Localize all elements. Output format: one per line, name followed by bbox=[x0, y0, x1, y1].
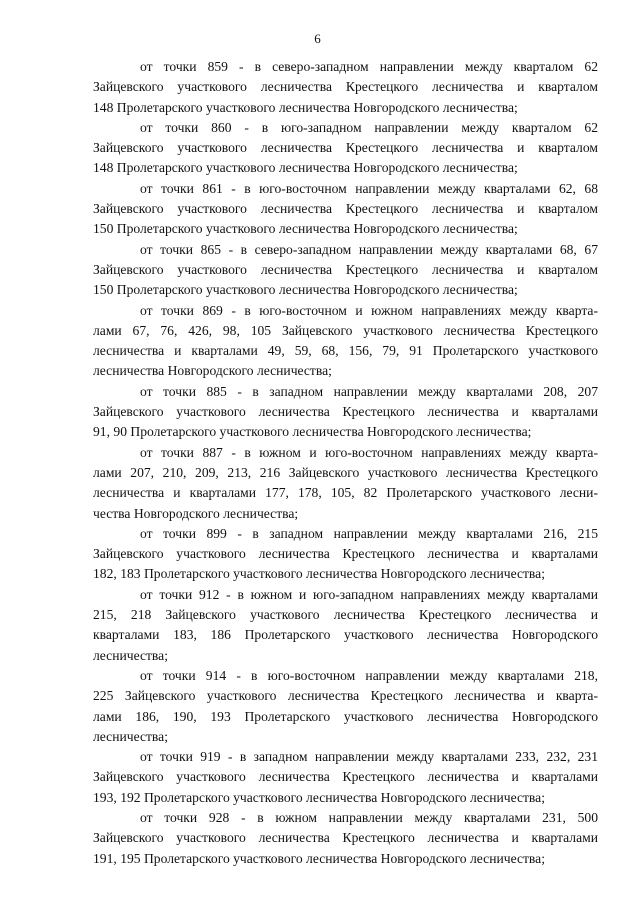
paragraph-line: от точки 919 - в западном направлении между кварталами 233, 232, 231 bbox=[140, 749, 598, 765]
boundary-paragraph bbox=[93, 179, 598, 240]
paragraph-line: лесничества и кварталами 49, 59, 68, 156, 79, 91 Пролетарского участкового bbox=[93, 343, 598, 359]
paragraph-line: чества Новгородского лесничества; bbox=[93, 505, 299, 521]
paragraph-line: Зайцевского участкового лесничества Крестецкого лесничества и кварталами bbox=[93, 830, 598, 846]
paragraph-line: лесничества; bbox=[93, 647, 168, 663]
paragraph-line: Зайцевского участкового лесничества Крестецкого лесничества и кварталами bbox=[93, 546, 598, 562]
paragraph-line: Зайцевского участкового лесничества Крестецкого лесничества и кварталом bbox=[93, 261, 598, 277]
paragraph-line: 91, 90 Пролетарского участкового лесничества Новгородского лесничества; bbox=[93, 424, 532, 440]
boundary-paragraph bbox=[93, 747, 598, 808]
paragraph-line: от точки 869 - в юго-восточном и южном направлениях между кварта- bbox=[140, 302, 598, 318]
paragraph-line: от точки 899 - в западном направлении между кварталами 216, 215 bbox=[140, 525, 598, 541]
paragraph-line: лами 186, 190, 193 Пролетарского участкового лесничества Новгородского bbox=[93, 708, 598, 724]
paragraph-line: 148 Пролетарского участкового лесничества Новгородского лесничества; bbox=[93, 160, 518, 176]
boundary-paragraph bbox=[93, 585, 598, 666]
paragraph-line: лами 67, 76, 426, 98, 105 Зайцевского участкового лесничества Крестецкого bbox=[93, 322, 598, 338]
boundary-paragraph bbox=[93, 808, 598, 869]
paragraph-line: лами 207, 210, 209, 213, 216 Зайцевского участкового лесничества Крестецкого bbox=[93, 464, 598, 480]
boundary-paragraph bbox=[93, 443, 598, 524]
paragraph-line: лесничества; bbox=[93, 728, 168, 744]
paragraph-line: Зайцевского участкового лесничества Крестецкого лесничества и кварталами bbox=[93, 769, 598, 785]
paragraph-line: Зайцевского участкового лесничества Крестецкого лесничества и кварталом bbox=[93, 79, 598, 95]
paragraph-line: от точки 885 - в западном направлении между кварталами 208, 207 bbox=[140, 383, 598, 399]
paragraph-line: 150 Пролетарского участкового лесничества Новгородского лесничества; bbox=[93, 221, 518, 237]
paragraph-line: Зайцевского участкового лесничества Крестецкого лесничества и кварталами bbox=[93, 404, 598, 420]
paragraph-line: 191, 195 Пролетарского участкового лесничества Новгородского лесничества; bbox=[93, 850, 545, 866]
paragraph-line: 182, 183 Пролетарского участкового лесничества Новгородского лесничества; bbox=[93, 566, 545, 582]
paragraph-line: 148 Пролетарского участкового лесничества Новгородского лесничества; bbox=[93, 99, 518, 115]
paragraph-line: лесничества Новгородского лесничества; bbox=[93, 363, 332, 379]
paragraph-line: от точки 861 - в юго-восточном направлении между кварталами 62, 68 bbox=[140, 180, 598, 196]
paragraph-line: Зайцевского участкового лесничества Крестецкого лесничества и кварталом bbox=[93, 140, 598, 156]
boundary-paragraph bbox=[93, 240, 598, 301]
paragraph-line: от точки 860 - в юго-западном направлении между кварталом 62 bbox=[140, 119, 598, 135]
boundary-paragraph bbox=[93, 382, 598, 443]
page-number: 6 bbox=[314, 31, 321, 46]
paragraph-line: от точки 859 - в северо-западном направлении между кварталом 62 bbox=[140, 59, 598, 74]
paragraph-line: от точки 912 - в южном и юго-западном направлениях между кварталами bbox=[140, 586, 598, 602]
paragraph-line: 215, 218 Зайцевского участкового лесничества Крестецкого лесничества и bbox=[93, 607, 598, 623]
boundary-paragraph bbox=[93, 666, 598, 747]
paragraph-line: Зайцевского участкового лесничества Крестецкого лесничества и кварталом bbox=[93, 201, 598, 217]
boundary-paragraph bbox=[93, 301, 598, 382]
paragraph-line: от точки 928 - в южном направлении между кварталами 231, 500 bbox=[140, 809, 598, 825]
boundary-paragraph bbox=[93, 118, 598, 179]
paragraph-line: 150 Пролетарского участкового лесничества Новгородского лесничества; bbox=[93, 282, 518, 298]
boundary-paragraph bbox=[93, 524, 598, 585]
paragraph-line: лесничества и кварталами 177, 178, 105, 82 Пролетарского участкового лесни- bbox=[93, 485, 598, 501]
document-body bbox=[93, 57, 598, 869]
paragraph-line: от точки 914 - в юго-восточном направлении между кварталами 218, bbox=[140, 667, 598, 683]
paragraph-line: от точки 865 - в северо-западном направлении между кварталами 68, 67 bbox=[140, 241, 598, 257]
paragraph-line: кварталами 183, 186 Пролетарского участкового лесничества Новгородского bbox=[93, 627, 598, 643]
paragraph-line: 225 Зайцевского участкового лесничества Крестецкого лесничества и кварта- bbox=[93, 688, 598, 704]
paragraph-line: 193, 192 Пролетарского участкового лесничества Новгородского лесничества; bbox=[93, 789, 545, 805]
paragraph-line: от точки 887 - в южном и юго-восточном направлениях между кварта- bbox=[140, 444, 598, 460]
boundary-paragraph bbox=[93, 57, 598, 118]
